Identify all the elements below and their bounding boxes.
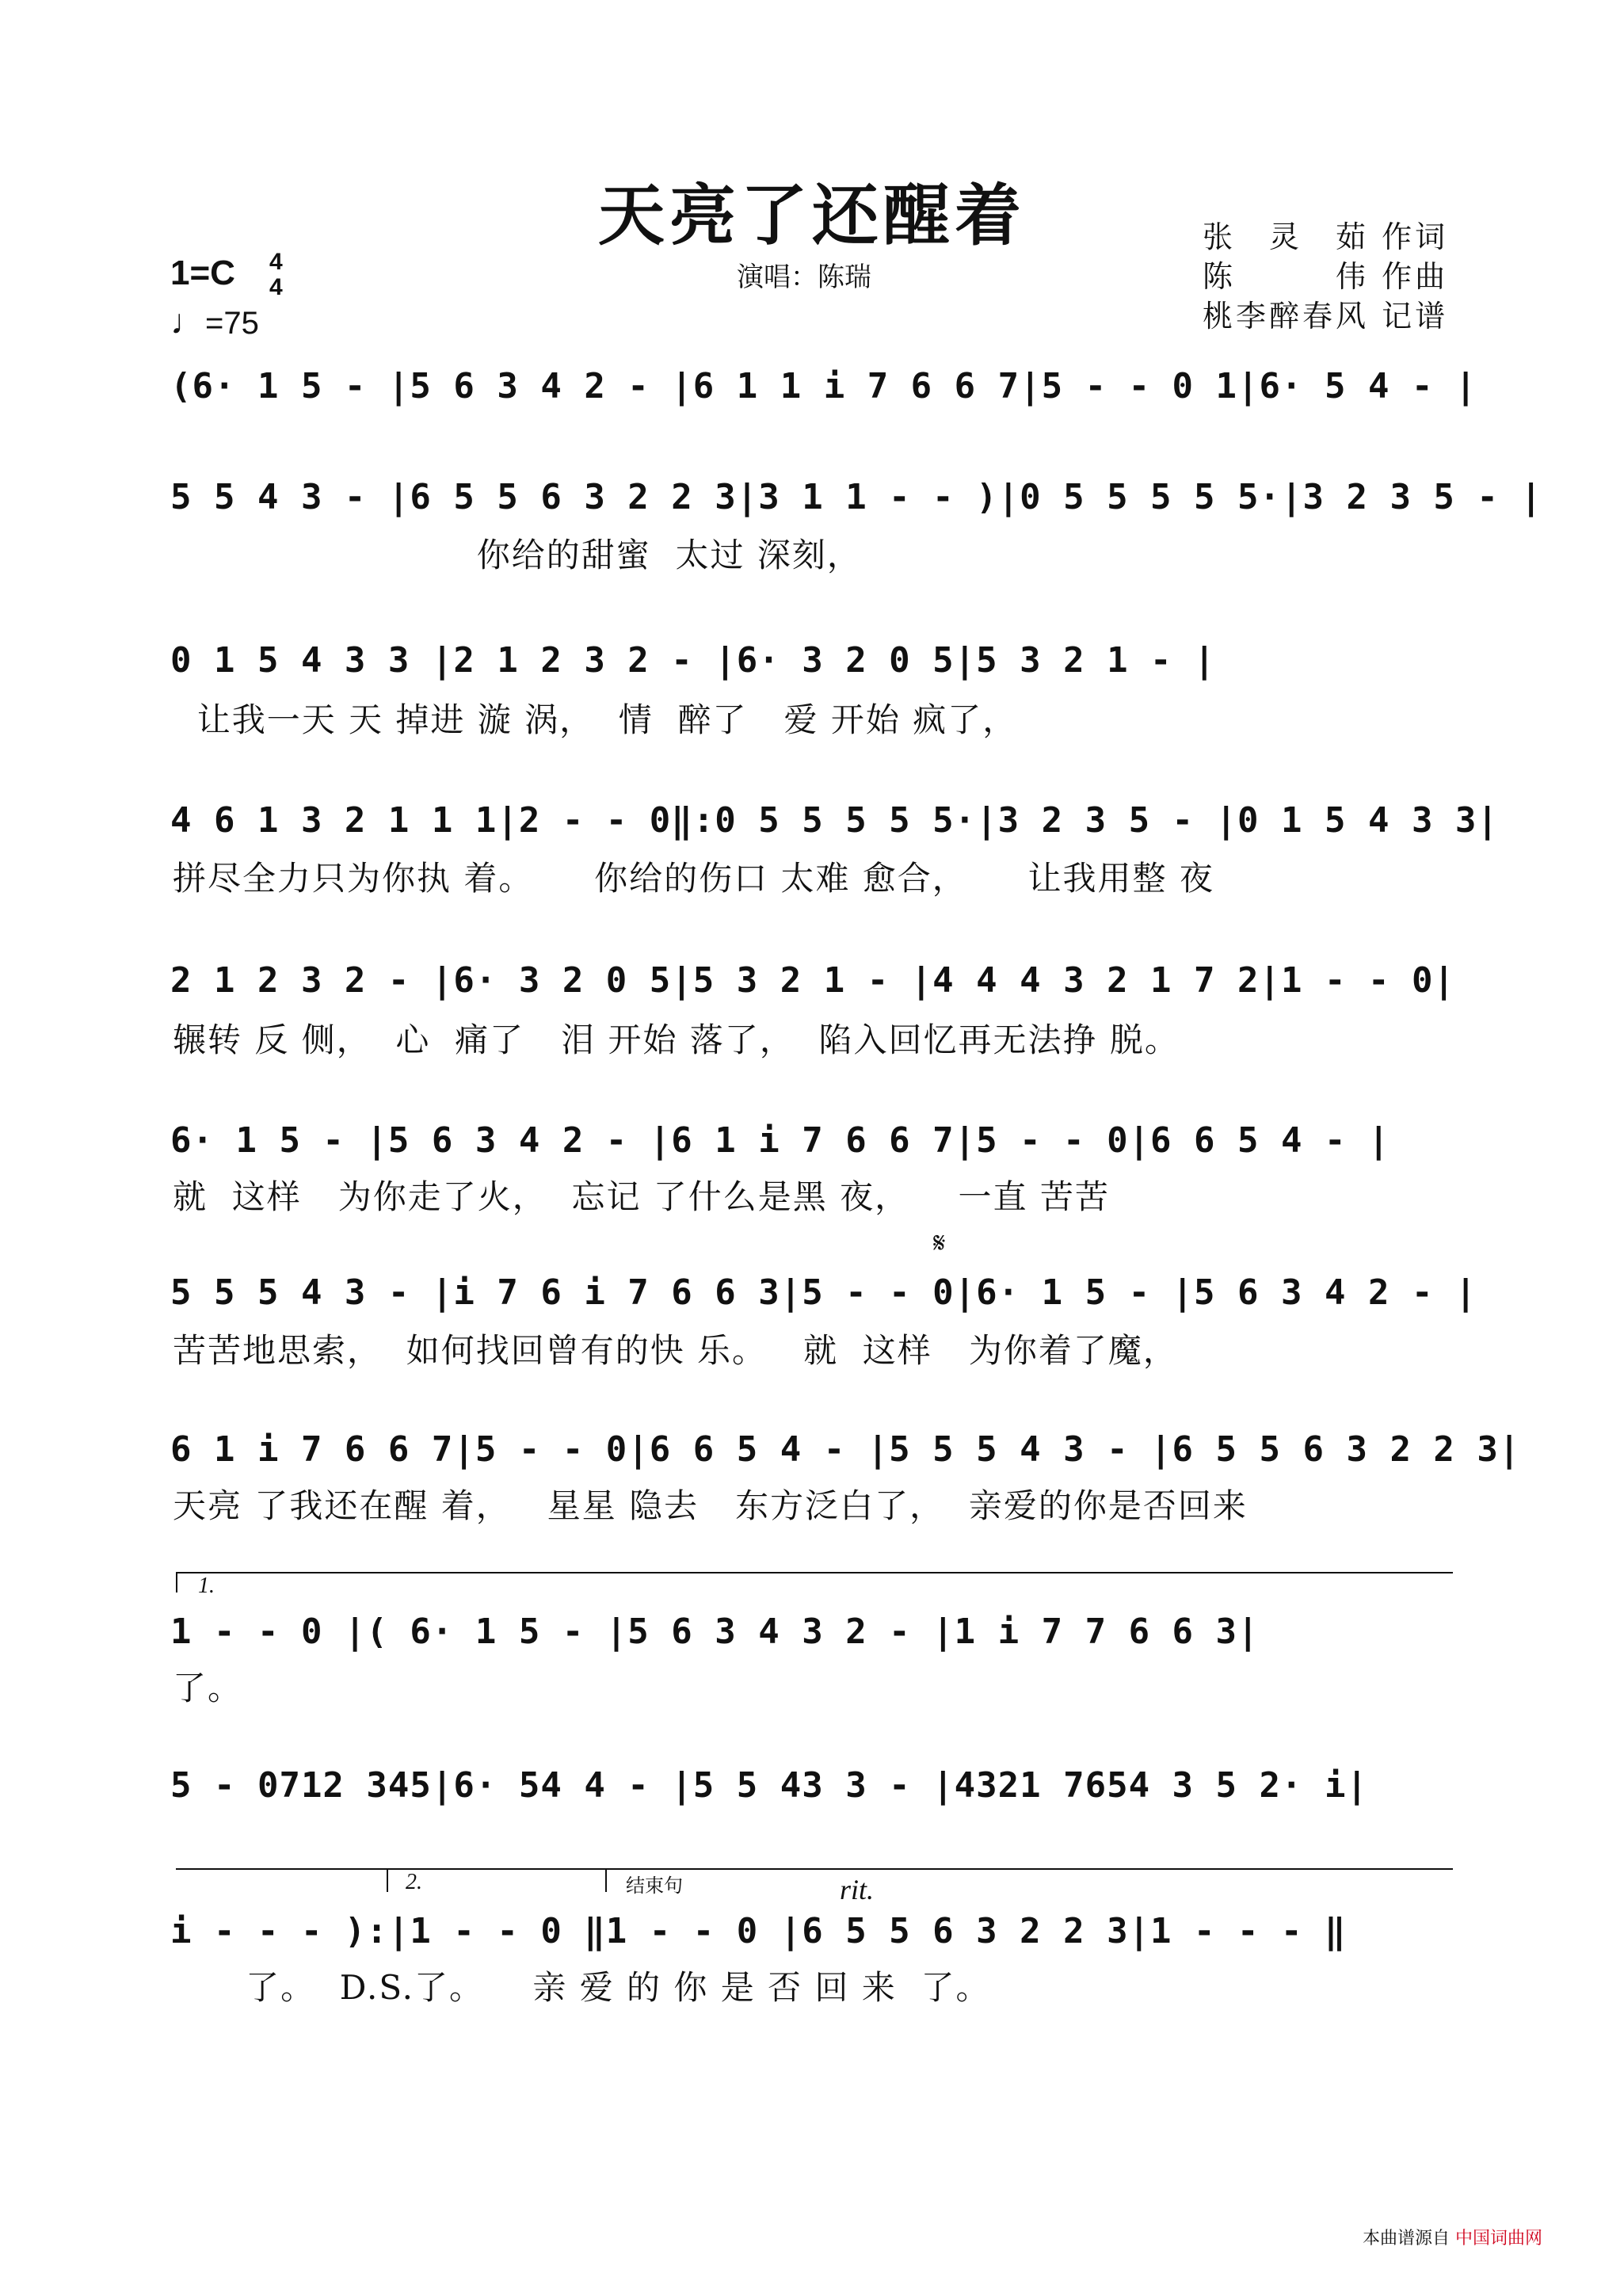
quarter-note-icon: ♩	[170, 303, 205, 341]
lyrics-row-6: 就 这样 为你走了火， 忘记 了什么是黑 夜， 一直 苦苦	[173, 1177, 1110, 1216]
score-row-2: 5 5 4 3 - |6 5 5 6 3 2 2 3|3 1 1 - - )|0 5 5 5 5 5·|3 2 3 5 - |	[170, 477, 1542, 517]
ritardando-mark: rit.	[840, 1874, 875, 1905]
song-title: 天亮了还醒着	[597, 176, 1026, 254]
volta-1-label: 1.	[198, 1573, 215, 1598]
volta-2-bracket	[176, 1868, 1453, 1870]
lyrics-row-9: 了。	[173, 1669, 243, 1707]
lyrics-row-11: 了。 D.S.了。 亲 爱 的 你 是 否 回 来 了。	[173, 1968, 991, 2007]
lyrics-row-3: 让我一天 天 掉进 漩 涡， 情 醉了 爱 开始 疯了，	[173, 700, 1018, 739]
volta-1-bracket	[176, 1572, 1453, 1573]
coda-bracket-start	[605, 1868, 607, 1892]
footer-brand-link[interactable]: 中国词曲网	[1455, 2229, 1543, 2249]
score-row-4: 4 6 1 3 2 1 1 1|2 - - 0‖:0 5 5 5 5 5·|3 2 3 5 - |0 1 5 4 3 3|	[170, 800, 1499, 841]
lyrics-row-8: 天亮 了我还在醒 着， 星星 隐去 东方泛白了， 亲爱的你是否回来	[173, 1486, 1248, 1525]
score-row-3: 0 1 5 4 3 3 |2 1 2 3 2 - |6· 3 2 0 5|5 3 2 1 - |	[170, 640, 1216, 681]
footer-source	[1363, 2225, 1542, 2249]
segno-mark: 𝄋	[933, 1227, 946, 1259]
lyrics-row-2: 你给的甜蜜 太过 深刻，	[173, 536, 862, 574]
score-row-1: (6· 1 5 - |5 6 3 4 2 - |6 1 1 i 7 6 6 7|5 - - 0 1|6· 5 4 - |	[170, 366, 1477, 406]
volta-2-label: 2.	[406, 1870, 422, 1894]
score-row-8: 6 1 i 7 6 6 7|5 - - 0|6 6 5 4 - |5 5 5 4 3 - |6 5 5 6 3 2 2 3|	[170, 1429, 1521, 1470]
lyrics-row-4: 拼尽全力只为你执 着。 你给的伤口 太难 愈合， 让我用整 夜	[173, 859, 1214, 898]
composer-credit: 陈 伟 作曲	[1203, 259, 1449, 294]
lyrics-row-5: 辗转 反 侧， 心 痛了 泪 开始 落了， 陷入回忆再无法挣 脱。	[173, 1020, 1180, 1059]
singer: 演唱：陈瑞	[737, 261, 871, 293]
time-signature-bottom: 4	[269, 274, 283, 300]
score-row-11: i - - - ):|1 - - 0 ‖1 - - 0 |6 5 5 6 3 2 2 3|1 - - - ‖	[170, 1911, 1347, 1951]
tempo-value: =75	[205, 306, 259, 341]
time-signature-top: 4	[269, 249, 283, 275]
lyricist-credit: 张 灵 茹 作词	[1203, 219, 1449, 254]
transcriber-credit: 桃李醉春风 记谱	[1203, 299, 1449, 334]
score-row-5: 2 1 2 3 2 - |6· 3 2 0 5|5 3 2 1 - |4 4 4 3 2 1 7 2|1 - - 0|	[170, 960, 1455, 1001]
lyrics-row-7: 苦苦地思索， 如何找回曾有的快 乐。 就 这样 为你着了魔，	[173, 1331, 1178, 1370]
score-row-9: 1 - - 0 |( 6· 1 5 - |5 6 3 4 3 2 - |1 i 7 7 6 6 3|	[170, 1612, 1260, 1652]
score-row-10: 5 - 0712 345|6· 54 4 - |5 5 43 3 - |4321 7654 3 5 2· i|	[170, 1765, 1368, 1806]
tempo-marking	[170, 303, 259, 342]
key-signature: 1=C	[170, 254, 235, 292]
volta-1-bracket-end	[176, 1572, 177, 1593]
volta-2-bracket-start	[387, 1868, 388, 1892]
coda-label: 结束句	[626, 1875, 683, 1897]
score-row-6: 6· 1 5 - |5 6 3 4 2 - |6 1 i 7 6 6 7|5 - - 0|6 6 5 4 - |	[170, 1120, 1390, 1161]
score-row-7: 5 5 5 4 3 - |i 7 6 i 7 6 6 3|5 - - 0|6· 1 5 - |5 6 3 4 2 - |	[170, 1272, 1477, 1313]
footer-source-text: 本曲谱源自	[1363, 2229, 1451, 2249]
